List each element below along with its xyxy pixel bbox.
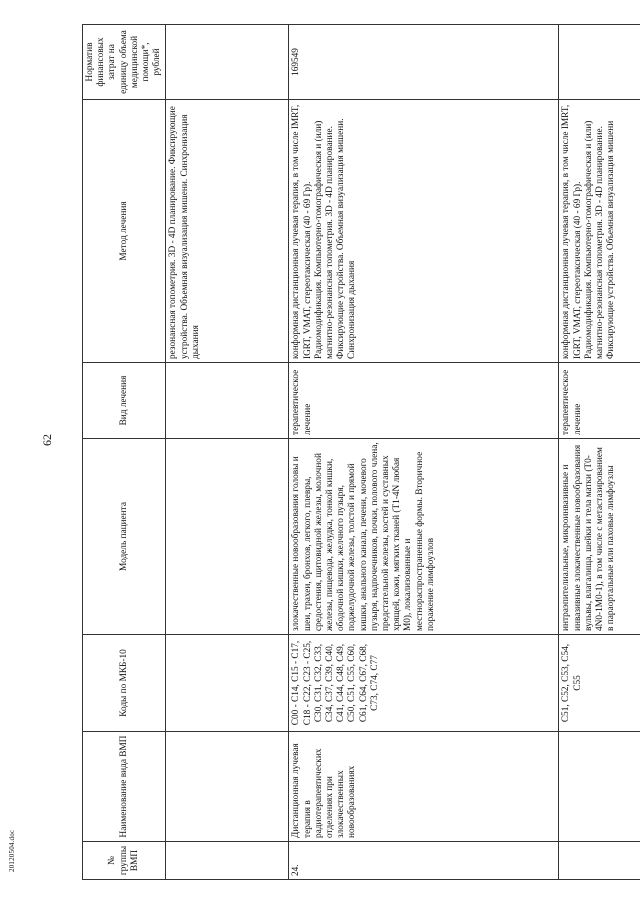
cell-name: [559, 732, 640, 842]
header-method: Метод лечения: [83, 100, 166, 363]
cell-group: [559, 842, 640, 880]
header-group: № группы ВМП: [83, 842, 166, 880]
cell-codes: C51, C52, C53, C54, C55: [559, 635, 640, 732]
cell-norm: [559, 25, 640, 100]
cell-model: интраэпителиальные, микроинвазивные и инвазивные злокачественные новообразования вульвы, влагалища, шейки и тела матки (T0-4N0-1M0-1), в том числе с метастазированием в параортальные или паховые лимфоузлы: [559, 439, 640, 635]
table-row: [166, 25, 289, 880]
cell-method: конформная дистанционная лучевая терапия, в том числе IMRT, IGRT, VMAT, стереотаксическая (40 - 69 Гр). Радиомодификация. Компьютерно-томографическая и (или) магнитно-резонансная топометрия. 3D - 4D планирование. Фиксирующие устройства. Объемная визуализация мишени. Синхронизация дыхания: [289, 100, 559, 363]
cell-norm: 169549: [289, 25, 559, 100]
cell-norm: [166, 25, 289, 100]
header-norm: Норматив финансовых затрат на единицу объема медицинской помощи*, рублей: [83, 25, 166, 100]
cell-type: терапевтическое лечение: [289, 363, 559, 439]
cell-codes: [166, 635, 289, 732]
table-header-row: [83, 25, 166, 880]
vmp-table-container: [82, 25, 627, 880]
cell-model: злокачественные новообразования головы и шеи, трахеи, бронхов, легкого, плевры, средостения, щитовидной железы, молочной железы, пищевода, желудка, тонкой кишки, ободочной кишки, желчного пузыря, поджелудочной железы, толстой и прямой кишки, анального канала, печени, мочевого пузыря, надпочечников, почки, полового члена, предстательной железы, костей и суставных хрящей, кожи, мягких тканей (T1-4N любая M0), локализованные и местнораспространенные формы. Вторичное поражение лимфоузлов: [289, 439, 559, 635]
cell-type: терапевтическое лечение: [559, 363, 640, 439]
cell-name: [166, 732, 289, 842]
cell-group: [166, 842, 289, 880]
cell-method: конформная дистанционная лучевая терапия, в том числе IMRT, IGRT, VMAT, стереотаксическая (40 - 69 Гр). Радиомодификация. Компьютерно-томографическая и (или) магнитно-резонансная топометрия. 3D - 4D планирование. Фиксирующие устройства. Объемная визуализация мишени: [559, 100, 640, 363]
cell-group: 24.: [289, 842, 559, 880]
page-number: 62: [40, 434, 54, 446]
table-row: [289, 25, 559, 880]
header-name: Наименование вида ВМП: [83, 732, 166, 842]
header-codes: Коды по МКБ-10: [83, 635, 166, 732]
cell-name: Дистанционная лучевая терапия в радиотерапевтических отделениях при злокачественных новообразованиях: [289, 732, 559, 842]
header-model: Модель пациента: [83, 439, 166, 635]
cell-model: [166, 439, 289, 635]
table-row: [559, 25, 640, 880]
document-filename: 20120504.doc: [8, 829, 16, 872]
header-type: Вид лечения: [83, 363, 166, 439]
cell-method: резонансная топометрия. 3D - 4D планирование. Фиксирующие устройства. Объемная визуализация мишени. Синхронизация дыхания: [166, 100, 289, 363]
vmp-table: [82, 24, 640, 880]
cell-codes: C00 - C14, C15 - C17, C18 - C22, C23 - C25, C30, C31, C32, C33, C34, C37, C39, C40, C41, C44, C48, C49, C50, C51, C55, C60, C61, C64, C67, C68, C73, C74, C77: [289, 635, 559, 732]
cell-type: [166, 363, 289, 439]
